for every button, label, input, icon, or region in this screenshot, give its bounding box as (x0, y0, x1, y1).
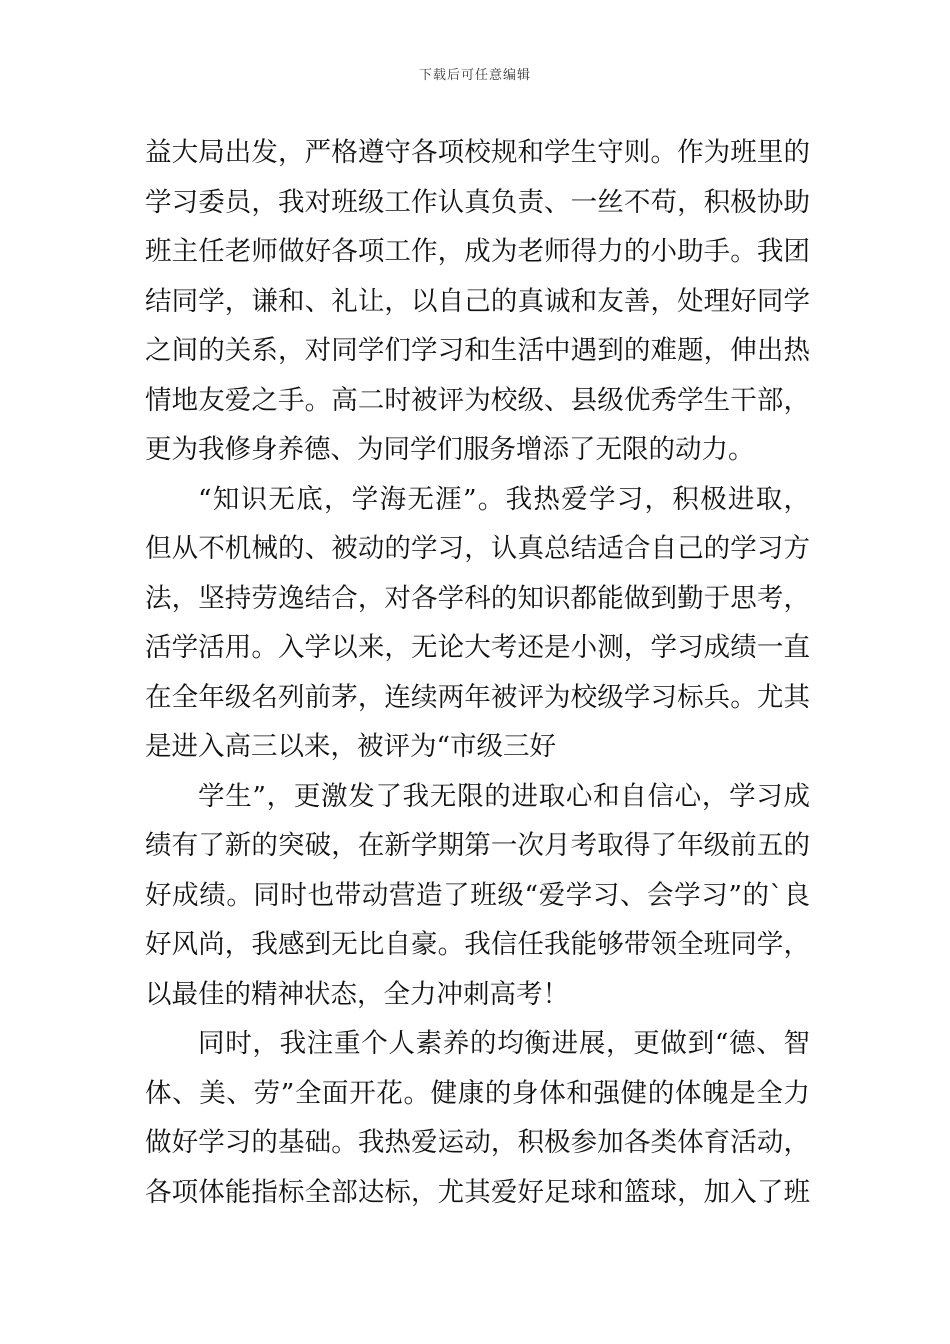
document-body (145, 128, 810, 1217)
text-line: 在全年级名列前茅，连续两年被评为校级学习标兵。尤其 (145, 681, 810, 713)
text-line: “知识无底，学海无涯”。我热爱学习，积极进取， (198, 483, 810, 515)
text-line: 之间的关系，对同学们学习和生活中遇到的难题，伸出热 (145, 335, 810, 366)
text-line: 更为我修身养德、为同学们服务增添了无限的动力。 (145, 434, 755, 465)
text-line: 各项体能指标全部达标，尤其爱好足球和篮球，加入了班 (145, 1176, 810, 1208)
text-line: 以最佳的精神状态，全力冲刺高考！ (145, 978, 569, 1010)
text-line: 学生”，更激发了我无限的进取心和自信心，学习成 (198, 780, 810, 812)
text-line: 学习委员，我对班级工作认真负责、一丝不苟，积极协助 (145, 186, 810, 218)
text-line: 体、美、劳”全面开花。健康的身体和强健的体魄是全力 (145, 1077, 810, 1109)
text-line: 是进入高三以来，被评为“市级三好 (145, 731, 557, 762)
text-line: 结同学，谦和、礼让，以自己的真诚和友善，处理好同学 (145, 285, 810, 317)
text-line: 法，坚持劳逸结合，对各学科的知识都能做到勤于思考， (145, 582, 810, 614)
text-line: 活学活用。入学以来，无论大考还是小测，学习成绩一直 (145, 632, 810, 663)
text-line: 但从不机械的、被动的学习，认真总结适合自己的学习方 (145, 533, 810, 564)
text-line: 班主任老师做好各项工作，成为老师得力的小助手。我团 (145, 236, 810, 267)
text-line: 同时，我注重个人素养的均衡进展，更做到“德、智 (198, 1028, 810, 1059)
text-line: 好成绩。同时也带动营造了班级“爱学习、会学习”的`良 (145, 879, 810, 911)
text-line: 情地友爱之手。高二时被评为校级、县级优秀学生干部， (145, 384, 810, 416)
text-line: 益大局出发，严格遵守各项校规和学生守则。作为班里的 (145, 137, 810, 168)
text-line: 做好学习的基础。我热爱运动，积极参加各类体育活动， (145, 1127, 810, 1158)
text-line: 绩有了新的突破，在新学期第一次月考取得了年级前五的 (145, 830, 810, 861)
page-header: 下载后可任意编辑 (418, 68, 531, 83)
text-line: 好风尚，我感到无比自豪。我信任我能够带领全班同学， (145, 929, 810, 960)
